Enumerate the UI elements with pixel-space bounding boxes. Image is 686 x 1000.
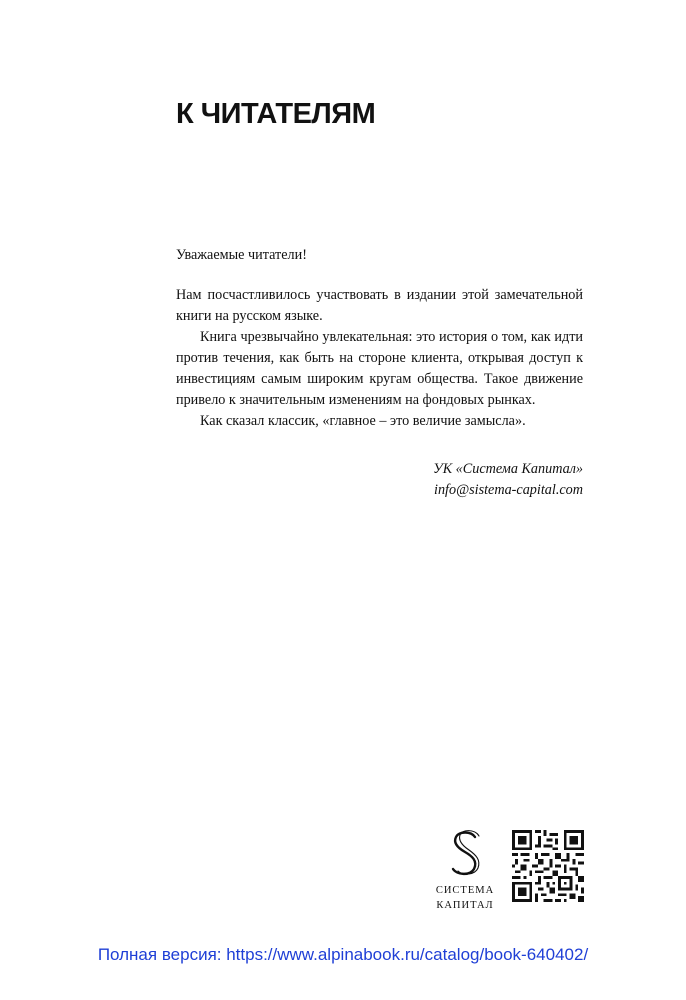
paragraph-2: Книга чрезвычайно увлекательная: это история о том, как идти против течения, как быть на стороне клиента, открывая доступ к инвестициям самым широким кругам общества. Такое движение привело к значительным изменениям на фондовых рынках. [176, 329, 583, 408]
qr-code-icon[interactable] [512, 830, 584, 902]
logo-line-1: СИСТЕМА [435, 885, 495, 896]
s-logo-icon [445, 828, 485, 878]
page-title: К ЧИТАТЕЛЯМ [176, 98, 376, 130]
paragraph-3: Как сказал классик, «главное – это величие замысла». [200, 413, 526, 429]
logo-line-2: КАПИТАЛ [436, 900, 494, 911]
full-version-link[interactable]: Полная версия: https://www.alpinabook.ru/catalog/book-640402/ [97, 945, 589, 964]
sistema-capital-logo [432, 828, 498, 913]
signature-email: info@sistema-capital.com [434, 482, 583, 498]
body-paragraphs [176, 285, 583, 432]
paragraph-1: Нам посчастливилось участвовать в издании этой замечательной книги на русском языке. [176, 287, 583, 324]
greeting: Уважаемые читатели! [176, 247, 307, 263]
signature [433, 459, 583, 501]
signature-company: УК «Система Капитал» [433, 461, 583, 477]
